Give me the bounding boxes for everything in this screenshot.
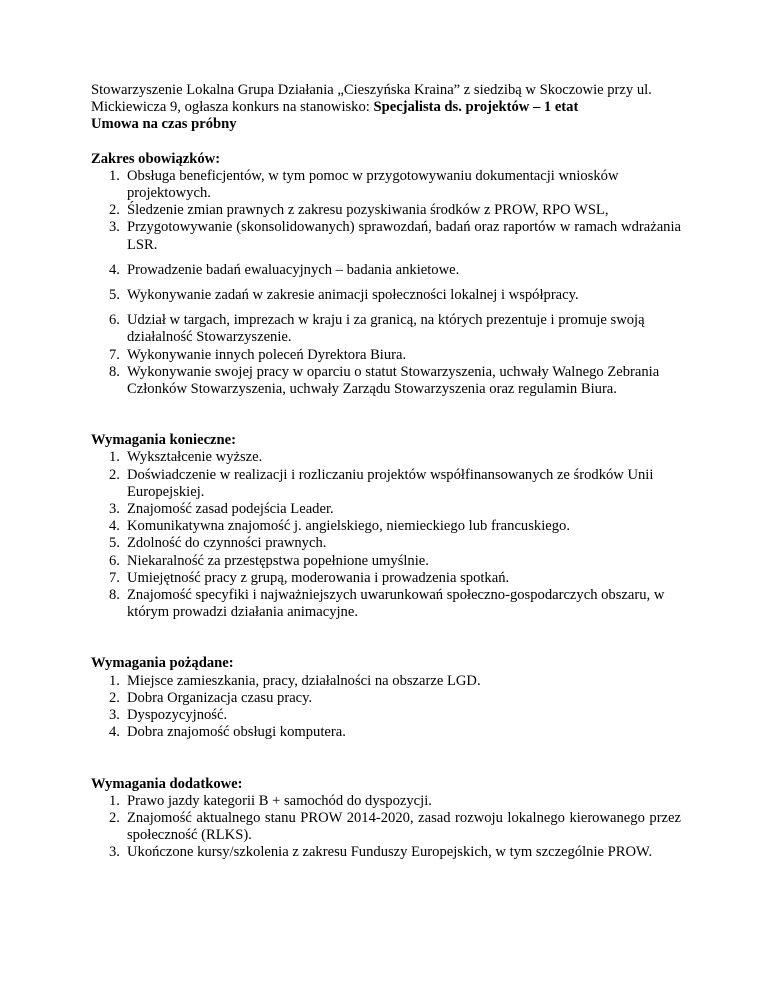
list-item: 6. Udział w targach, imprezach w kraju i za granicą, na których prezentuje i promuje swoją działalność Stowarzyszenie. [109,312,645,346]
section-title: Wymagania pożądane: [91,655,234,672]
list-item: 3. Przygotowywanie (skonsolidowanych) sprawozdań, badań oraz raportów w ramach wdrażania LSR. [109,219,681,253]
list-item: 5. Wykonywanie zadań w zakresie animacji społeczności lokalnej i współpracy. [109,287,579,304]
intro-text: Stowarzyszenie Lokalna Grupa Działania „Cieszyńska Kraina” z siedzibą w Skoczowie przy ul. Mickiewicza 9, ogłasza konkurs na stanowisko: [91,82,652,116]
list-item: 1. Obsługa beneficjentów, w tym pomoc w przygotowywaniu dokumentacji wniosków projektowych. [109,167,619,202]
list-item: 3. Znajomość zasad podejścia Leader. [109,501,334,518]
section-desired [91,655,681,741]
section-title: Wymagania konieczne: [91,432,236,449]
list-item: 8. Znajomość specyfiki i najważniejszych uwarunkowań społeczno-gospodarczych obszaru, w którym prowadzi działania animacyjne. [109,587,665,621]
list-item: 2. Doświadczenie w realizacji i rozliczaniu projektów współfinansowanych ze środków Unii Europejskiej. [109,466,654,500]
contract-type: Umowa na czas próbny [91,116,237,133]
list-item: 2. Znajomość aktualnego stanu PROW 2014-2020, zasad rozwoju lokalnego kierowanego przez społeczność (RLKS). [109,809,681,844]
section-title: Zakres obowiązków: [91,150,221,167]
required-list [91,449,681,621]
document-page [91,82,681,862]
section-required [91,432,681,621]
list-item: 7. Umiejętność pracy z grupą, moderowania i prowadzenia spotkań. [109,569,510,586]
list-item: 1. Prawo jazdy kategorii B + samochód do dyspozycji. [109,792,432,809]
section-title: Wymagania dodatkowe: [91,775,243,792]
list-item: 4. Komunikatywna znajomość j. angielskiego, niemieckiego lub francuskiego. [109,518,570,535]
list-item: 7. Wykonywanie innych poleceń Dyrektora Biura. [109,346,407,363]
position-title: Specjalista ds. projektów – 1 etat [373,99,579,116]
list-item: 4. Prowadzenie badań ewaluacyjnych – badania ankietowe. [109,261,460,278]
list-item: 8. Wykonywanie swojej pracy w oparciu o statut Stowarzyszenia, uchwały Walnego Zebrania Członków Stowarzyszenia, uchwały Zarządu Stowarzyszenia oraz regulamin Biura. [109,363,660,398]
list-item: 5. Zdolność do czynności prawnych. [109,535,327,552]
list-item: 3. Ukończone kursy/szkolenia z zakresu Funduszy Europejskich, w tym szczególnie PROW. [109,844,653,861]
list-item: 2. Śledzenie zmian prawnych z zakresu pozyskiwania środków z PROW, RPO WSL, [109,202,609,219]
list-item: 2. Dobra Organizacja czasu pracy. [109,689,313,706]
list-item: 1. Miejsce zamieszkania, pracy, działalności na obszarze LGD. [109,672,481,689]
desired-list [91,673,681,742]
list-item: 4. Dobra znajomość obsługi komputera. [109,724,346,741]
duties-list [91,168,681,398]
job-announcement-intro [91,82,681,134]
section-additional [91,776,681,862]
list-item: 1. Wykształcenie wyższe. [109,449,263,466]
list-item: 6. Niekaralność za przestępstwa popełnione umyślnie. [109,552,429,569]
additional-list [91,793,681,862]
section-duties [91,151,681,399]
list-item: 3. Dyspozycyjność. [109,707,228,724]
